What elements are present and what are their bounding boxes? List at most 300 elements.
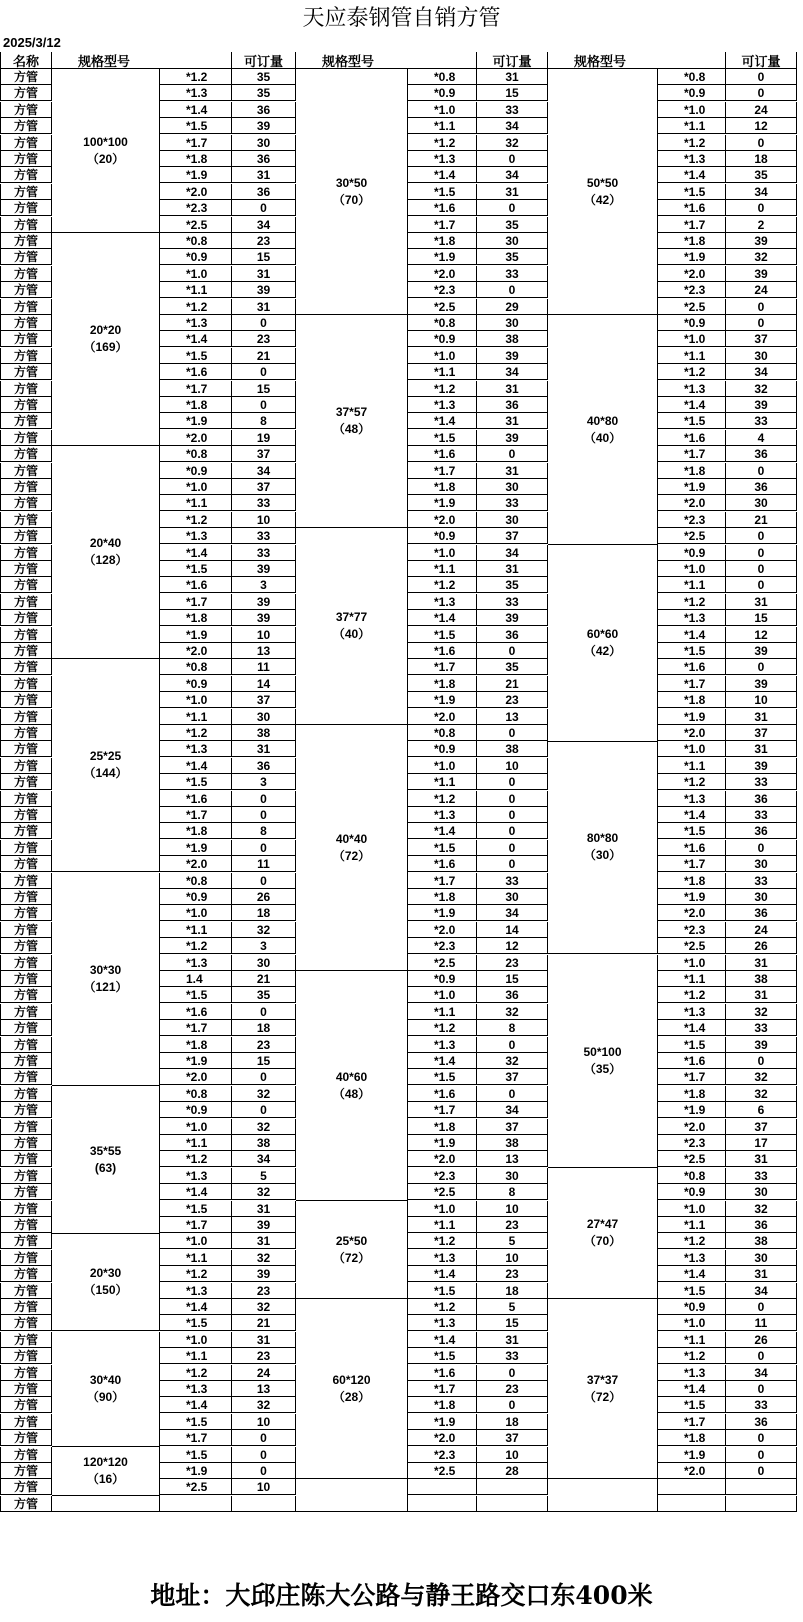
row-name-cell: 方管 xyxy=(0,1250,52,1266)
spec-thickness-cell: *2.0 xyxy=(408,512,477,528)
spec-thickness-cell: *0.9 xyxy=(658,1184,726,1200)
model-group-cell xyxy=(548,315,658,545)
qty-cell: 36 xyxy=(726,905,797,921)
qty-cell: 0 xyxy=(726,315,797,331)
qty-cell: 0 xyxy=(726,1463,797,1479)
qty-cell: 0 xyxy=(232,1430,296,1446)
spec-thickness-cell: *1.6 xyxy=(408,446,477,462)
qty-cell: 36 xyxy=(726,446,797,462)
qty-cell: 0 xyxy=(232,1069,296,1085)
spec-thickness-cell: *1.8 xyxy=(658,1430,726,1446)
row-name-cell: 方管 xyxy=(0,856,52,872)
qty-cell: 0 xyxy=(726,545,797,561)
row-name-cell: 方管 xyxy=(0,955,52,971)
header-spec: 规格型号 xyxy=(548,52,726,69)
qty-cell: 0 xyxy=(477,856,548,872)
qty-cell: 30 xyxy=(726,348,797,364)
spec-thickness-cell: *1.3 xyxy=(658,610,726,626)
spec-thickness-cell: *1.1 xyxy=(658,577,726,593)
qty-cell: 23 xyxy=(477,1266,548,1282)
row-name-cell: 方管 xyxy=(0,266,52,282)
row-name-cell: 方管 xyxy=(0,1069,52,1085)
qty-cell: 30 xyxy=(232,709,296,725)
qty-cell: 31 xyxy=(232,299,296,315)
spec-thickness-cell: *1.4 xyxy=(408,823,477,839)
row-name-cell: 方管 xyxy=(0,102,52,118)
spec-thickness-cell: *2.5 xyxy=(658,528,726,544)
qty-cell: 2 xyxy=(726,217,797,233)
model-size: 120*120 xyxy=(83,1455,128,1469)
row-name-cell: 方管 xyxy=(0,791,52,807)
qty-cell: 34 xyxy=(232,463,296,479)
spec-thickness-cell: *1.2 xyxy=(658,987,726,1003)
spec-thickness-cell: *1.2 xyxy=(160,299,232,315)
qty-cell: 39 xyxy=(232,1266,296,1282)
spec-thickness-cell: *1.2 xyxy=(408,381,477,397)
row-name-cell: 方管 xyxy=(0,1020,52,1036)
spec-thickness-cell: *1.9 xyxy=(160,413,232,429)
row-name-cell: 方管 xyxy=(0,1496,52,1512)
spec-thickness-cell: *1.9 xyxy=(408,692,477,708)
row-name-cell: 方管 xyxy=(0,741,52,757)
qty-cell: 32 xyxy=(232,1086,296,1102)
spec-thickness-cell: *0.9 xyxy=(408,528,477,544)
spec-thickness-cell: *1.6 xyxy=(160,364,232,380)
qty-cell: 33 xyxy=(726,1168,797,1184)
qty-cell: 30 xyxy=(477,233,548,249)
spec-thickness-cell: *2.0 xyxy=(408,1151,477,1167)
spec-thickness-cell: *1.5 xyxy=(658,184,726,200)
row-name-cell: 方管 xyxy=(0,610,52,626)
spec-thickness-cell: *1.7 xyxy=(160,1430,232,1446)
spec-thickness-cell: *1.5 xyxy=(658,643,726,659)
spec-thickness-cell: *1.7 xyxy=(160,594,232,610)
empty-qty-cell xyxy=(477,1479,548,1495)
spec-thickness-cell: *2.5 xyxy=(658,299,726,315)
qty-cell: 36 xyxy=(726,479,797,495)
qty-cell: 34 xyxy=(477,364,548,380)
row-name-cell: 方管 xyxy=(0,463,52,479)
spec-thickness-cell: *1.2 xyxy=(658,1233,726,1249)
spec-thickness-cell: *1.7 xyxy=(408,217,477,233)
empty-group-cell xyxy=(52,1496,160,1512)
qty-cell: 0 xyxy=(232,200,296,216)
qty-cell: 14 xyxy=(232,676,296,692)
qty-cell: 23 xyxy=(232,233,296,249)
qty-cell: 33 xyxy=(232,528,296,544)
qty-cell: 10 xyxy=(477,1201,548,1217)
spec-thickness-cell: *1.8 xyxy=(160,151,232,167)
spec-thickness-cell: *1.4 xyxy=(408,1332,477,1348)
spec-thickness-cell: *1.0 xyxy=(658,955,726,971)
qty-cell: 21 xyxy=(477,676,548,692)
spec-thickness-cell: *1.1 xyxy=(408,561,477,577)
row-name-cell: 方管 xyxy=(0,807,52,823)
model-count: （20） xyxy=(86,151,125,166)
qty-cell: 18 xyxy=(232,905,296,921)
row-name-cell: 方管 xyxy=(0,1086,52,1102)
row-name-cell: 方管 xyxy=(0,873,52,889)
spec-thickness-cell: *2.0 xyxy=(658,725,726,741)
spec-thickness-cell: *1.1 xyxy=(658,348,726,364)
model-size: 37*37 xyxy=(586,1372,619,1387)
qty-cell: 32 xyxy=(726,381,797,397)
qty-cell: 0 xyxy=(726,577,797,593)
row-name-cell: 方管 xyxy=(0,446,52,462)
spec-thickness-cell: *1.9 xyxy=(160,167,232,183)
qty-cell: 39 xyxy=(726,643,797,659)
qty-cell: 0 xyxy=(726,1053,797,1069)
qty-cell: 39 xyxy=(232,282,296,298)
spec-thickness-cell: *1.8 xyxy=(658,233,726,249)
model-count: （128） xyxy=(83,553,128,567)
qty-cell: 11 xyxy=(726,1315,797,1331)
model-group-cell xyxy=(52,1086,160,1234)
empty-qty-cell xyxy=(232,1496,296,1512)
spec-thickness-cell: *1.3 xyxy=(658,1004,726,1020)
spec-thickness-cell: *0.8 xyxy=(160,1086,232,1102)
spec-thickness-cell: *1.7 xyxy=(160,135,232,151)
spec-thickness-cell: *0.9 xyxy=(658,545,726,561)
model-size: 37*57 xyxy=(335,405,368,419)
model-group-cell xyxy=(52,873,160,1086)
qty-cell: 3 xyxy=(232,938,296,954)
qty-cell: 37 xyxy=(477,1119,548,1135)
qty-cell: 38 xyxy=(232,725,296,741)
qty-cell: 23 xyxy=(232,1283,296,1299)
spec-thickness-cell: *1.9 xyxy=(658,1102,726,1118)
model-group-cell xyxy=(52,446,160,659)
page-title: 天应泰钢管自销方管 xyxy=(302,6,501,31)
qty-cell: 33 xyxy=(477,1348,548,1364)
spec-thickness-cell: *2.5 xyxy=(408,299,477,315)
qty-cell: 21 xyxy=(232,971,296,987)
row-name-cell: 方管 xyxy=(0,233,52,249)
spec-thickness-cell: *1.6 xyxy=(408,856,477,872)
spec-thickness-cell: *2.0 xyxy=(408,922,477,938)
spec-thickness-cell: *1.3 xyxy=(160,955,232,971)
qty-cell: 12 xyxy=(477,938,548,954)
spec-thickness-cell: *1.6 xyxy=(160,1004,232,1020)
row-name-cell: 方管 xyxy=(0,889,52,905)
row-name-cell: 方管 xyxy=(0,561,52,577)
spec-thickness-cell: *1.1 xyxy=(160,1348,232,1364)
spec-thickness-cell: *1.9 xyxy=(408,905,477,921)
empty-qty-cell xyxy=(726,1479,797,1495)
spec-thickness-cell: *2.3 xyxy=(408,938,477,954)
spec-thickness-cell: *1.8 xyxy=(160,823,232,839)
spec-thickness-cell: *0.8 xyxy=(408,725,477,741)
spec-thickness-cell: *2.0 xyxy=(658,1463,726,1479)
qty-cell: 15 xyxy=(232,1053,296,1069)
model-group-cell xyxy=(52,69,160,233)
qty-cell: 33 xyxy=(726,873,797,889)
qty-cell: 24 xyxy=(726,102,797,118)
spec-thickness-cell: *1.6 xyxy=(408,1365,477,1381)
model-group-cell xyxy=(296,1201,408,1299)
row-name-cell: 方管 xyxy=(0,118,52,134)
row-name-cell: 方管 xyxy=(0,1315,52,1331)
qty-cell: 33 xyxy=(477,873,548,889)
qty-cell: 10 xyxy=(232,512,296,528)
spec-thickness-cell: *2.3 xyxy=(658,512,726,528)
qty-cell: 36 xyxy=(232,184,296,200)
spec-thickness-cell: *1.4 xyxy=(408,1053,477,1069)
qty-cell: 26 xyxy=(726,1332,797,1348)
spec-thickness-cell: *1.0 xyxy=(160,1233,232,1249)
spec-thickness-cell: *0.8 xyxy=(408,69,477,85)
qty-cell: 0 xyxy=(726,1430,797,1446)
spec-thickness-cell: *0.9 xyxy=(160,889,232,905)
qty-cell: 34 xyxy=(726,184,797,200)
row-name-cell: 方管 xyxy=(0,69,52,85)
spec-thickness-cell: *1.0 xyxy=(408,545,477,561)
qty-cell: 35 xyxy=(726,167,797,183)
qty-cell: 31 xyxy=(726,955,797,971)
spec-thickness-cell: *1.5 xyxy=(408,184,477,200)
spec-thickness-cell: *1.5 xyxy=(160,561,232,577)
row-name-cell: 方管 xyxy=(0,512,52,528)
qty-cell: 30 xyxy=(726,889,797,905)
qty-cell: 0 xyxy=(726,299,797,315)
spec-thickness-cell: *1.8 xyxy=(160,397,232,413)
qty-cell: 18 xyxy=(232,1020,296,1036)
model-group-cell xyxy=(548,741,658,954)
model-size: 60*120 xyxy=(332,1372,371,1387)
row-name-cell: 方管 xyxy=(0,1217,52,1233)
spec-thickness-cell: *0.9 xyxy=(658,85,726,101)
qty-cell: 35 xyxy=(232,987,296,1003)
spec-thickness-cell: *1.5 xyxy=(160,118,232,134)
model-count: （144） xyxy=(83,766,128,780)
model-count: （30） xyxy=(583,848,622,862)
spec-thickness-cell: *1.3 xyxy=(408,1315,477,1331)
qty-cell: 38 xyxy=(726,1233,797,1249)
qty-cell: 0 xyxy=(726,561,797,577)
qty-cell: 31 xyxy=(477,413,548,429)
row-name-cell: 方管 xyxy=(0,315,52,331)
spec-thickness-cell: *1.0 xyxy=(160,692,232,708)
row-name-cell: 方管 xyxy=(0,1299,52,1315)
spec-thickness-cell: *1.2 xyxy=(408,1020,477,1036)
spec-thickness-cell: *1.5 xyxy=(658,823,726,839)
row-name-cell: 方管 xyxy=(0,709,52,725)
spec-thickness-cell: *1.8 xyxy=(160,1037,232,1053)
spec-thickness-cell: *1.9 xyxy=(658,249,726,265)
spec-thickness-cell: *0.9 xyxy=(408,741,477,757)
spec-thickness-cell: *1.2 xyxy=(408,1299,477,1315)
spec-thickness-cell: *1.9 xyxy=(160,627,232,643)
spec-thickness-cell: *1.7 xyxy=(658,217,726,233)
qty-cell: 24 xyxy=(232,1365,296,1381)
row-name-cell: 方管 xyxy=(0,987,52,1003)
spec-thickness-cell: *1.1 xyxy=(658,758,726,774)
qty-cell: 39 xyxy=(232,561,296,577)
qty-cell: 0 xyxy=(477,643,548,659)
qty-cell: 31 xyxy=(726,594,797,610)
model-group-cell xyxy=(296,725,408,971)
spec-thickness-cell: *1.8 xyxy=(658,873,726,889)
qty-cell: 10 xyxy=(477,1447,548,1463)
qty-cell: 33 xyxy=(477,102,548,118)
spec-thickness-cell: *0.9 xyxy=(160,676,232,692)
qty-cell: 31 xyxy=(726,1266,797,1282)
qty-cell: 33 xyxy=(477,495,548,511)
spec-thickness-cell: *1.0 xyxy=(160,1119,232,1135)
spec-thickness-cell: *0.9 xyxy=(160,249,232,265)
model-size: 20*20 xyxy=(89,323,122,337)
qty-cell: 10 xyxy=(232,627,296,643)
spec-thickness-cell: *1.0 xyxy=(658,1315,726,1331)
qty-cell: 39 xyxy=(232,610,296,626)
qty-cell: 36 xyxy=(232,758,296,774)
spec-thickness-cell: *1.9 xyxy=(160,1463,232,1479)
qty-cell: 37 xyxy=(477,528,548,544)
spec-thickness-cell: *1.9 xyxy=(408,1135,477,1151)
spec-thickness-cell: *1.5 xyxy=(160,987,232,1003)
qty-cell: 33 xyxy=(726,413,797,429)
spec-thickness-cell: *1.8 xyxy=(408,676,477,692)
spec-thickness-cell: *2.3 xyxy=(160,200,232,216)
spec-thickness-cell: *1.3 xyxy=(160,528,232,544)
empty-spec-cell xyxy=(408,1496,477,1512)
spec-thickness-cell: *1.1 xyxy=(160,709,232,725)
spec-thickness-cell: *1.0 xyxy=(160,1332,232,1348)
spec-thickness-cell: *1.4 xyxy=(160,1299,232,1315)
spec-thickness-cell: *0.9 xyxy=(160,1102,232,1118)
row-name-cell: 方管 xyxy=(0,643,52,659)
qty-cell: 32 xyxy=(232,922,296,938)
qty-cell: 39 xyxy=(232,118,296,134)
qty-cell: 39 xyxy=(726,397,797,413)
row-name-cell: 方管 xyxy=(0,1201,52,1217)
qty-cell: 0 xyxy=(232,397,296,413)
spec-thickness-cell: *2.5 xyxy=(658,1151,726,1167)
qty-cell: 18 xyxy=(726,151,797,167)
row-name-cell: 方管 xyxy=(0,200,52,216)
spec-thickness-cell: *1.9 xyxy=(658,1447,726,1463)
model-group-cell xyxy=(548,69,658,315)
spec-thickness-cell: *0.8 xyxy=(160,446,232,462)
row-name-cell: 方管 xyxy=(0,725,52,741)
spec-thickness-cell: *1.0 xyxy=(408,758,477,774)
spec-thickness-cell: *1.8 xyxy=(658,463,726,479)
qty-cell: 37 xyxy=(477,1069,548,1085)
qty-cell: 13 xyxy=(477,709,548,725)
row-name-cell: 方管 xyxy=(0,905,52,921)
spec-thickness-cell: *1.1 xyxy=(160,282,232,298)
row-name-cell: 方管 xyxy=(0,430,52,446)
empty-qty-cell xyxy=(726,1496,797,1512)
qty-cell: 0 xyxy=(726,1381,797,1397)
qty-cell: 32 xyxy=(726,1069,797,1085)
spec-thickness-cell: *1.2 xyxy=(160,512,232,528)
qty-cell: 24 xyxy=(726,282,797,298)
qty-cell: 31 xyxy=(477,1332,548,1348)
qty-cell: 36 xyxy=(477,397,548,413)
spec-thickness-cell: *1.6 xyxy=(658,430,726,446)
row-name-cell: 方管 xyxy=(0,364,52,380)
qty-cell: 0 xyxy=(726,69,797,85)
spec-thickness-cell: *1.4 xyxy=(408,167,477,183)
model-group-cell xyxy=(296,69,408,315)
qty-cell: 34 xyxy=(726,364,797,380)
spec-thickness-cell: *1.5 xyxy=(658,1397,726,1413)
qty-cell: 0 xyxy=(232,1447,296,1463)
qty-cell: 29 xyxy=(477,299,548,315)
qty-cell: 10 xyxy=(726,692,797,708)
qty-cell: 10 xyxy=(232,1479,296,1495)
spec-thickness-cell: *1.6 xyxy=(408,200,477,216)
spec-thickness-cell: *1.1 xyxy=(658,1332,726,1348)
spec-thickness-cell: *1.0 xyxy=(408,1201,477,1217)
spec-thickness-cell: *1.8 xyxy=(408,233,477,249)
spec-thickness-cell: *1.3 xyxy=(160,315,232,331)
qty-cell: 23 xyxy=(477,692,548,708)
model-count: （150） xyxy=(83,1282,128,1297)
header-qty: 可订量 xyxy=(232,52,296,69)
model-count: （169） xyxy=(83,340,128,354)
spec-thickness-cell: *1.2 xyxy=(160,938,232,954)
qty-cell: 38 xyxy=(232,1135,296,1151)
spec-thickness-cell: *1.8 xyxy=(408,479,477,495)
spec-thickness-cell: *1.2 xyxy=(658,774,726,790)
row-name-cell: 方管 xyxy=(0,413,52,429)
qty-cell: 35 xyxy=(232,69,296,85)
qty-cell: 37 xyxy=(726,1119,797,1135)
model-size: 40*80 xyxy=(586,413,619,428)
spec-thickness-cell: *1.7 xyxy=(658,676,726,692)
spec-thickness-cell: *2.3 xyxy=(408,282,477,298)
spec-thickness-cell: *1.6 xyxy=(658,659,726,675)
qty-cell: 36 xyxy=(726,823,797,839)
row-name-cell: 方管 xyxy=(0,1397,52,1413)
qty-cell: 34 xyxy=(477,118,548,134)
qty-cell: 8 xyxy=(477,1184,548,1200)
spec-thickness-cell: *1.2 xyxy=(658,135,726,151)
qty-cell: 21 xyxy=(232,1315,296,1331)
spec-thickness-cell: *2.5 xyxy=(658,938,726,954)
spec-thickness-cell: *2.0 xyxy=(160,1069,232,1085)
model-size: 100*100 xyxy=(83,134,128,149)
spec-thickness-cell: *1.3 xyxy=(408,594,477,610)
spec-thickness-cell: *1.3 xyxy=(408,1037,477,1053)
qty-cell: 39 xyxy=(726,266,797,282)
qty-cell: 28 xyxy=(477,1463,548,1479)
qty-cell: 34 xyxy=(477,1102,548,1118)
model-size: 50*100 xyxy=(583,1045,622,1059)
qty-cell: 30 xyxy=(477,315,548,331)
spec-thickness-cell: *0.9 xyxy=(408,331,477,347)
empty-spec-cell xyxy=(658,1496,726,1512)
qty-cell: 8 xyxy=(232,413,296,429)
row-name-cell: 方管 xyxy=(0,151,52,167)
qty-cell: 39 xyxy=(726,676,797,692)
spec-thickness-cell: *1.4 xyxy=(160,758,232,774)
spec-thickness-cell: *1.6 xyxy=(408,1086,477,1102)
qty-cell: 0 xyxy=(477,446,548,462)
row-name-cell: 方管 xyxy=(0,676,52,692)
spec-thickness-cell: *1.4 xyxy=(160,545,232,561)
spec-thickness-cell: *1.4 xyxy=(160,102,232,118)
row-name-cell: 方管 xyxy=(0,1348,52,1364)
qty-cell: 31 xyxy=(477,463,548,479)
spec-thickness-cell: *0.9 xyxy=(658,315,726,331)
spec-thickness-cell: *0.8 xyxy=(160,659,232,675)
qty-cell: 38 xyxy=(477,741,548,757)
model-group-cell xyxy=(52,233,160,446)
stock-table xyxy=(0,52,803,1572)
